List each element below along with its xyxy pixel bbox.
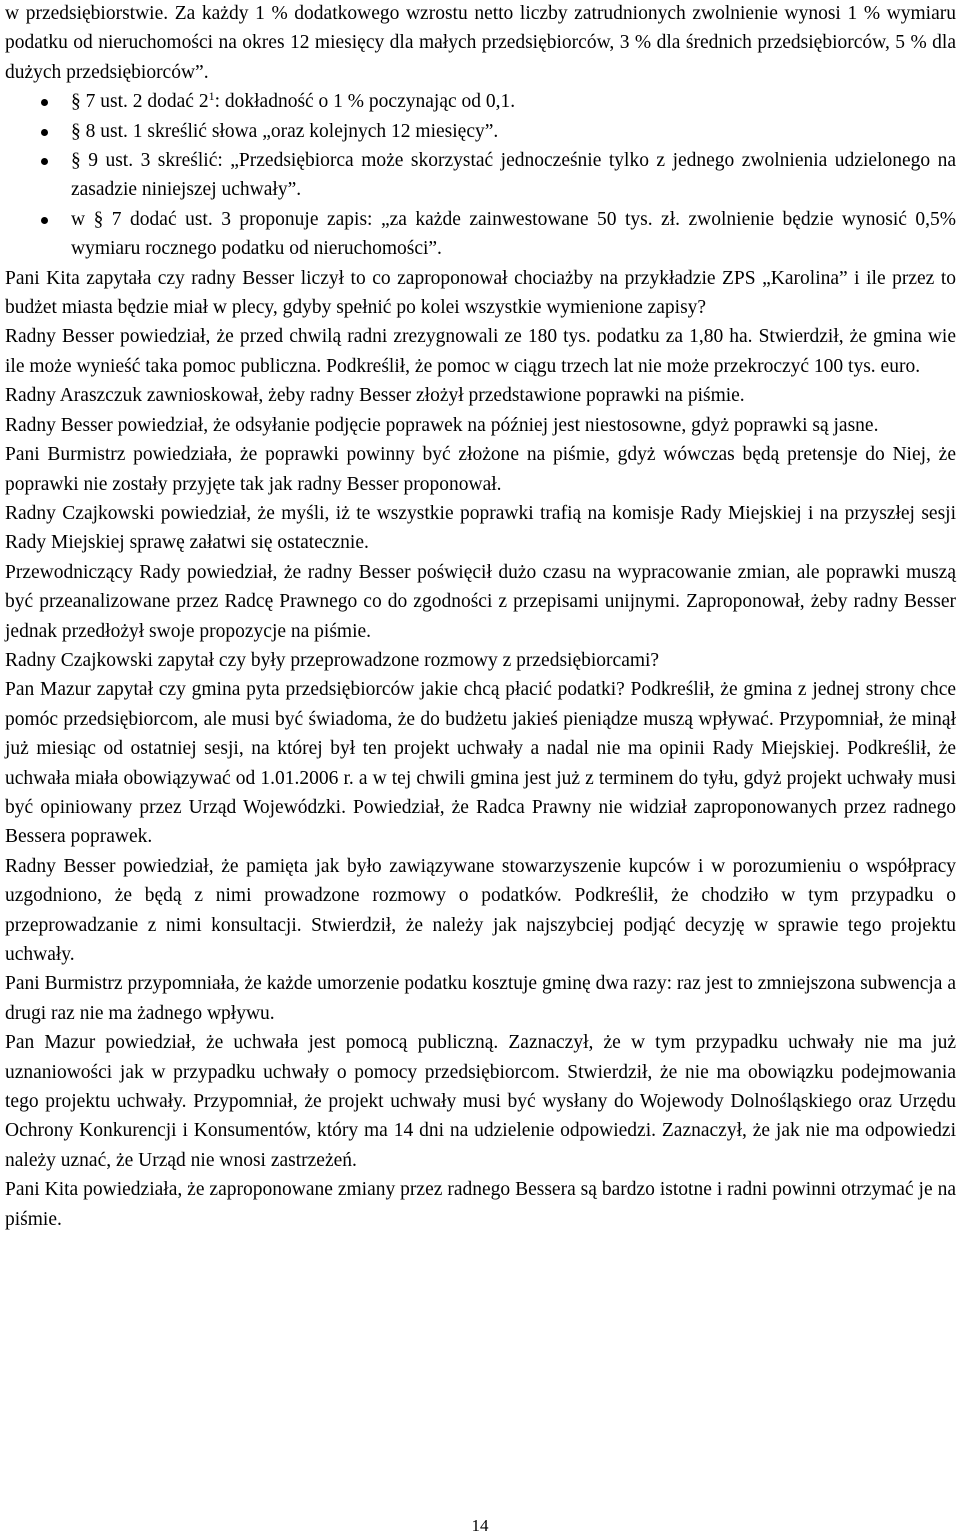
paragraph: Pan Mazur powiedział, że uchwała jest pomocą publiczną. Zaznaczył, że w tym przypadku uchwały nie ma już uznaniowości jak w przypadku uchwały o pomocy przedsiębiorcom. Stwierdził, że nie ma obowiązku podejmowania tego projektu uchwały. Przypomniał, że projekt uchwały musi być wysłany do Wojewody Dolnośląskiego oraz Urzędu Ochrony Konkurencji i Konsumentów, który ma 14 dni na udzielenie odpowiedzi. Zaznaczył, że jak nie ma odpowiedzi należy uznać, że Urząd nie wnosi zastrzeżeń. (5, 1032, 956, 1171)
page-number: 14 (471, 1516, 489, 1535)
list-item-text: § 8 ust. 1 skreślić słowa „oraz kolejnych 12 miesięcy”. (71, 120, 499, 142)
list-item (5, 146, 956, 205)
list-item-text: § 7 ust. 2 dodać 2 (71, 91, 209, 113)
list-item (5, 117, 956, 146)
list-item-text: § 9 ust. 3 skreślić: „Przedsiębiorca może skorzystać jednocześnie tylko z jednego zwolnienia udzielonego na zasadzie niniejszej uchwały”. (71, 150, 956, 201)
list-item-text: : dokładność o 1 % poczynając od 0,1. (214, 91, 516, 113)
paragraph: Radny Czajkowski powiedział, że myśli, iż te wszystkie poprawki trafią na komisje Rady Miejskiej i na przyszłej sesji Rady Miejskiej sprawę załatwi się ostatecznie. (5, 502, 956, 554)
paragraph: Pani Kita zapytała czy radny Besser liczył to co zaproponował chociażby na przykładzie ZPS „Karolina” i ile przez to budżet miasta będzie miał w plecy, gdyby spełnić po kolei wszystkie wymienione zapisy? (5, 267, 956, 319)
paragraph: Pan Mazur zapytał czy gmina pyta przedsiębiorców jakie chcą płacić podatki? Podkreślił, że gmina z jednej strony chce pomóc przedsiębiorcom, ale musi być świadoma, że do budżetu jakieś pieniądze muszą wpływać. Przypomniał, że minął już miesiąc od ostatniej sesji, na której był ten projekt uchwały a nadal nie ma opinii Rady Miejskiej. Podkreślił, że uchwała miała obowiązywać od 1.01.2006 r. a w tej chwili gmina jest już z terminem do tyłu, gdyż projekt uchwały musi być opiniowany przez Urząd Wojewódzki. Powiedział, że Radca Prawny nie widział zaproponowanych przez radnego Bessera poprawek. (5, 679, 956, 848)
amendment-list (5, 87, 956, 263)
bullet-icon (41, 129, 48, 136)
paragraph: Radny Besser powiedział, że odsyłanie podjęcie poprawek na później jest niestosowne, gdyż poprawki są jasne. (5, 414, 879, 436)
bullet-icon (41, 99, 48, 106)
list-item (5, 87, 956, 116)
list-item (5, 205, 956, 264)
paragraph: Radny Araszczuk zawnioskował, żeby radny Besser złożył przedstawione poprawki na piśmie. (5, 385, 745, 407)
paragraph: Radny Besser powiedział, że pamięta jak było zawiązywane stowarzyszenie kupców i w porozumieniu o współpracy uzgodniono, że będą z nimi prowadzone rozmowy o podatków. Podkreślił, że chodziło w tym przypadku o przeprowadzanie z nimi konsultacji. Stwierdził, że należy jak najszybciej podjąć decyzję w sprawie tego projektu uchwały. (5, 855, 956, 965)
paragraph: Radny Besser powiedział, że przed chwilą radni zrezygnowali ze 180 tys. podatku za 1,80 ha. Stwierdził, że gmina wie ile może wynieść taka pomoc publiczna. Podkreślił, że pomoc w ciągu trzech lat nie może przekroczyć 100 tys. euro. (5, 326, 956, 377)
bullet-icon (41, 217, 48, 224)
paragraph: Pani Kita powiedziała, że zaproponowane zmiany przez radnego Bessera są bardzo istotne i radni powinni otrzymać je na piśmie. (5, 1179, 956, 1230)
paragraph: Pani Burmistrz przypomniała, że każde umorzenie podatku kosztuje gminę dwa razy: raz jest to zmniejszona subwencja a drugi raz nie ma żadnego wpływu. (5, 973, 956, 1024)
bullet-icon (41, 158, 48, 165)
list-item-text: w § 7 dodać ust. 3 proponuje zapis: „za każde zainwestowane 50 tys. zł. zwolnienie będzie wynosić 0,5% wymiaru rocznego podatku od nieruchomości”. (71, 208, 956, 260)
intro-paragraph: w przedsiębiorstwie. Za każdy 1 % dodatkowego wzrostu netto liczby zatrudnionych zwolnienie wynosi 1 % wymiaru podatku od nieruchomości na okres 12 miesięcy dla małych przedsiębiorców, 3 % dla średnich przedsiębiorców, 5 % dla dużych przedsiębiorców”. (5, 3, 956, 83)
document-page (5, 0, 956, 1234)
superscript: 1 (208, 89, 215, 104)
paragraph: Przewodniczący Rady powiedział, że radny Besser poświęcił dużo czasu na wypracowanie zmian, ale poprawki muszą być przeanalizowane przez Radcę Prawnego co do zgodności z przepisami unijnymi. Zaproponował, żeby radny Besser jednak przedłożył swoje propozycje na piśmie. (5, 561, 956, 642)
paragraph: Pani Burmistrz powiedziała, że poprawki powinny być złożone na piśmie, gdyż wówczas będą pretensje do Niej, że poprawki nie zostały przyjęte tak jak radny Besser proponował. (5, 444, 956, 495)
paragraph: Radny Czajkowski zapytał czy były przeprowadzone rozmowy z przedsiębiorcami? (5, 649, 660, 671)
